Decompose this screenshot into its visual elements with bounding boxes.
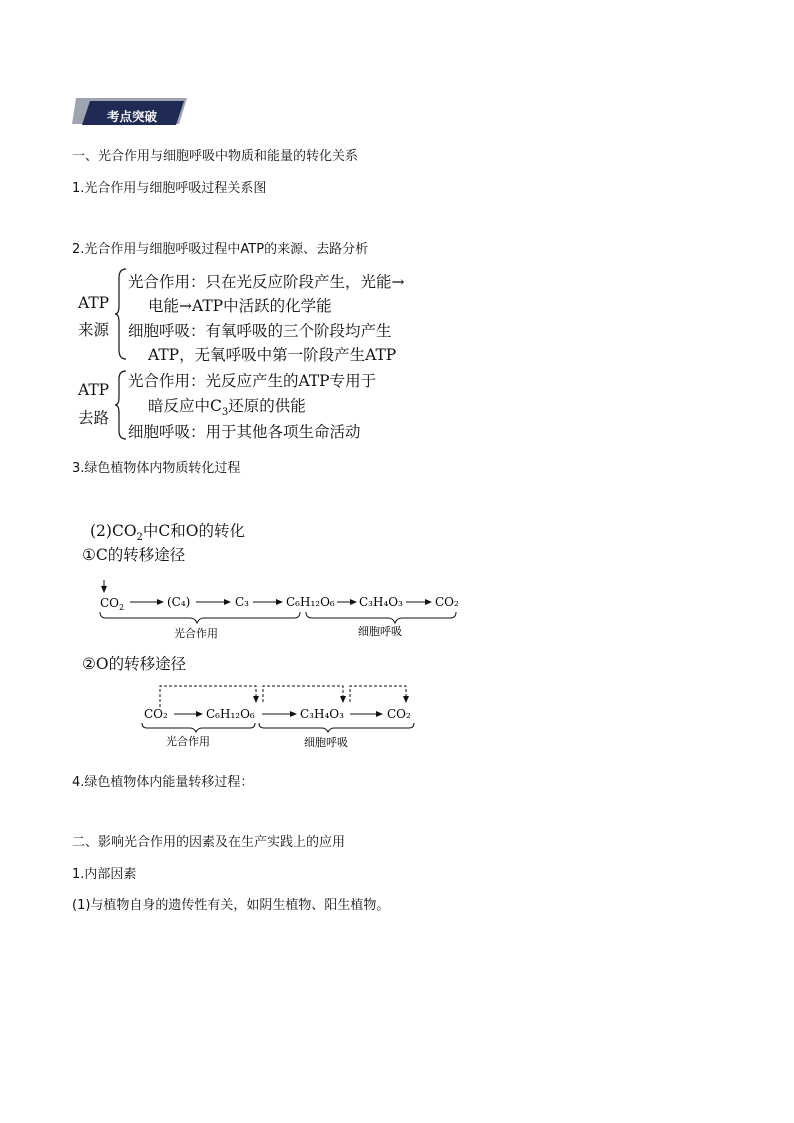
atp-source-line-1: 光合作用：只在光反应阶段产生，光能→ (128, 273, 405, 291)
c-node-pyruvate: C₃H₄O₃ (359, 595, 403, 609)
atp-source-line-3: 细胞呼吸：有氧呼吸的三个阶段均产生 (128, 322, 392, 340)
subheading-1-2: 2.光合作用与细胞呼吸过程中ATP的来源、去路分析 (72, 242, 369, 257)
o-path-title: ②O的转移途径 (82, 655, 187, 673)
c-path-title: ①C的转移途径 (82, 546, 186, 564)
c-node-c3: C₃ (235, 595, 249, 609)
section-heading-2: 二、影响光合作用的因素及在生产实践上的应用 (72, 835, 346, 850)
section-heading-1: 一、光合作用与细胞呼吸中物质和能量的转化关系 (72, 149, 359, 164)
o-node-pyruvate: C₃H₄O₃ (300, 707, 344, 721)
atp-source-line-4: ATP，无氧呼吸中第一阶段产生ATP (148, 346, 397, 364)
atp-use-line-1: 光合作用：光反应产生的ATP专用于 (128, 372, 377, 390)
subheading-1-3: 3.绿色植物体内物质转化过程 (72, 461, 241, 476)
conversion-title: $(2)CO_2$中C和O的转化 (90, 522, 245, 544)
atp-use-label-1: ATP (78, 381, 110, 399)
o-node-co2-end: CO₂ (387, 707, 411, 721)
c-photosynthesis-label: 光合作用 (174, 627, 218, 640)
subheading-1-4: 4.绿色植物体内能量转移过程： (72, 775, 254, 790)
c-node-co2-end: CO₂ (435, 595, 459, 609)
atp-use-line-2: 暗反应中$C_3$还原的供能 (148, 397, 306, 419)
o-path-diagram (138, 680, 428, 752)
o-node-glucose: C₆H₁₂O₆ (206, 707, 255, 721)
o-node-co2-start: CO₂ (144, 707, 168, 721)
atp-use-label-2: 去路 (78, 409, 110, 427)
c-node-co2-start: $CO_2$ (100, 596, 125, 612)
c-node-c4: (C₄) (167, 595, 191, 609)
c-photosynthesis-brace (100, 612, 300, 623)
atp-source-brace (114, 268, 128, 360)
atp-source-line-2: 电能→ATP中活跃的化学能 (148, 297, 332, 315)
atp-source-label-2: 来源 (78, 321, 110, 339)
badge-label: 考点突破 (107, 109, 158, 124)
o-respiration-label: 细胞呼吸 (304, 736, 348, 749)
subheading-1-1: 1.光合作用与细胞呼吸过程关系图 (72, 181, 267, 196)
c-respiration-label: 细胞呼吸 (358, 625, 402, 638)
subheading-2-1: 1.内部因素 (72, 867, 137, 882)
paragraph-2-1-1: (1)与植物自身的遗传性有关，如阴生植物、阳生植物。 (72, 898, 390, 913)
atp-source-label-1: ATP (78, 294, 110, 312)
c-path-diagram (90, 578, 470, 644)
c-node-glucose: C₆H₁₂O₆ (286, 595, 335, 609)
o-photosynthesis-label: 光合作用 (166, 735, 210, 748)
c-respiration-brace (306, 612, 456, 623)
atp-use-brace (114, 370, 128, 440)
atp-use-line-3: 细胞呼吸：用于其他各项生命活动 (128, 423, 361, 441)
